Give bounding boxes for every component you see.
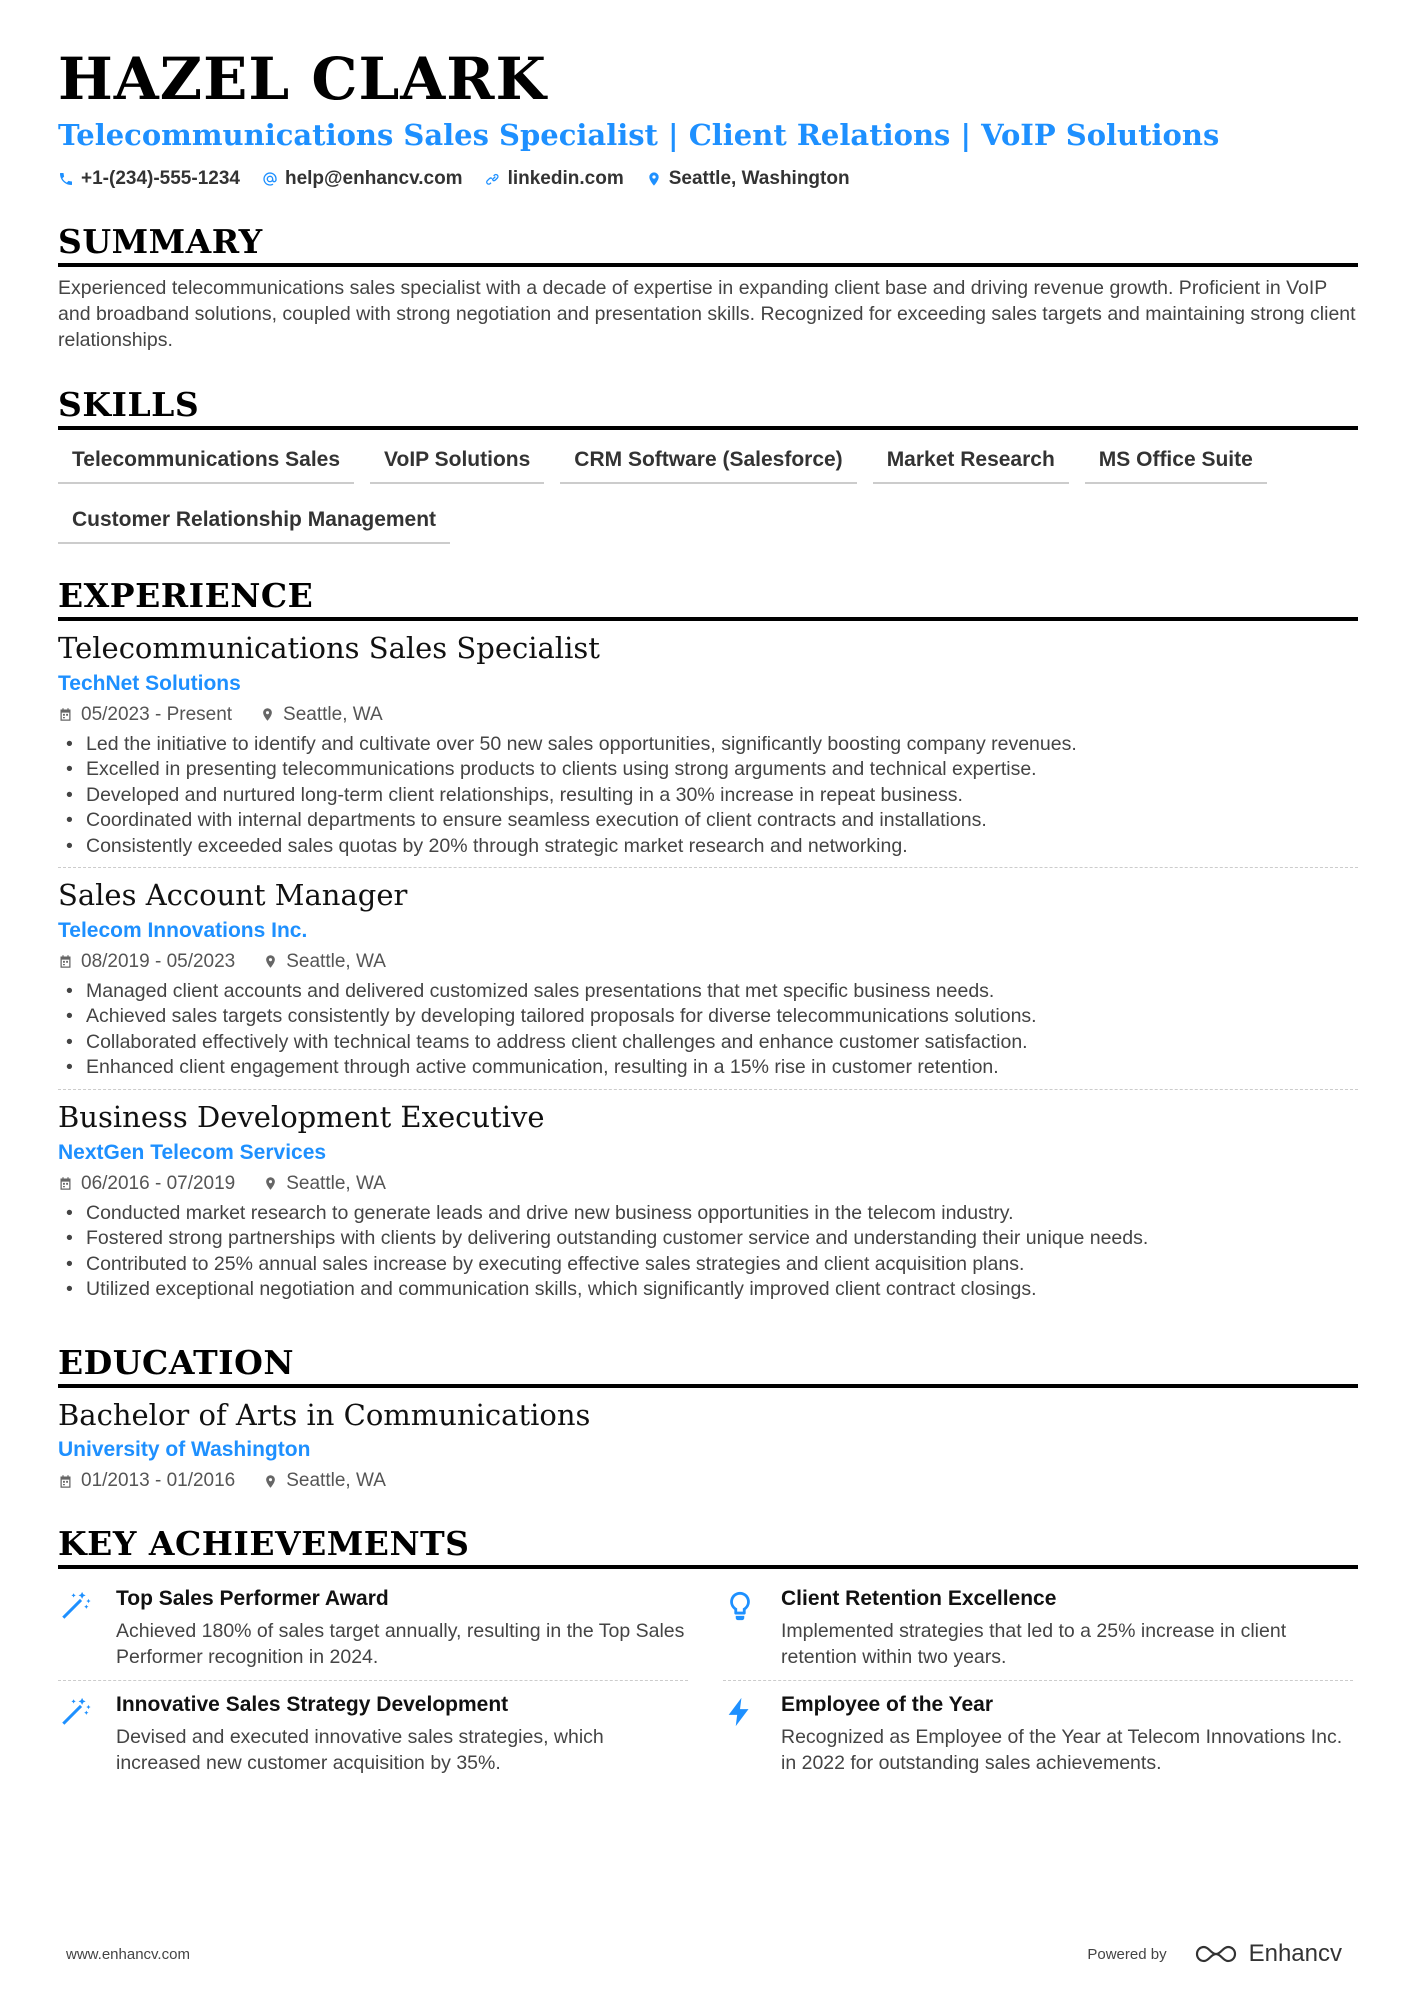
- contact-location: [646, 168, 850, 190]
- bullet-item: • Contributed to 25% annual sales increase by executing effective sales strategies and client acquisition plans.: [58, 1252, 1358, 1278]
- bullet-item: • Collaborated effectively with technical teams to address client challenges and enhance customer satisfaction.: [58, 1030, 1358, 1056]
- company-name: TechNet Solutions: [58, 671, 241, 695]
- skills-heading: SKILLS: [58, 385, 1358, 430]
- powered-by: [1087, 1940, 1342, 1968]
- company-name: NextGen Telecom Services: [58, 1140, 327, 1164]
- achievement-title: Innovative Sales Strategy Development: [116, 1693, 509, 1717]
- calendar-icon: [58, 954, 73, 969]
- achievement-title: Client Retention Excellence: [781, 1587, 1057, 1611]
- lightning-bolt-icon: [723, 1695, 757, 1729]
- achievement-desc: Recognized as Employee of the Year at Telecom Innovations Inc. in 2022 for outstanding sales achievements.: [781, 1726, 1343, 1774]
- skill-tag: MS Office Suite: [1085, 440, 1267, 484]
- bullet-item: • Utilized exceptional negotiation and communication skills, which significantly improved client contract closings.: [58, 1277, 1358, 1303]
- job-location-text: Seattle, WA: [283, 703, 383, 725]
- skill-tag: Telecommunications Sales: [58, 440, 354, 484]
- school-name: University of Washington: [58, 1438, 311, 1462]
- job-bullets: [58, 1201, 1358, 1303]
- candidate-title: Telecommunications Sales Specialist | Client Relations | VoIP Solutions: [58, 117, 1220, 152]
- job-bullets: [58, 732, 1358, 860]
- contact-email[interactable]: [262, 168, 463, 190]
- bullet-item: • Consistently exceeded sales quotas by 20% through strategic market research and networking.: [58, 834, 1358, 860]
- contact-phone[interactable]: [58, 168, 240, 190]
- job-location-text: Seattle, WA: [286, 950, 386, 972]
- skill-tag: Market Research: [873, 440, 1069, 484]
- achievement-item: [58, 1681, 688, 1786]
- company-name: Telecom Innovations Inc.: [58, 918, 308, 942]
- candidate-name: HAZEL CLARK: [58, 45, 547, 113]
- achievement-desc: Devised and executed innovative sales strategies, which increased new customer acquisition by 35%.: [116, 1726, 604, 1774]
- summary-heading: SUMMARY: [58, 222, 1358, 267]
- experience-heading: EXPERIENCE: [58, 576, 1358, 621]
- job-dates-text: 08/2019 - 05/2023: [81, 950, 236, 972]
- map-pin-icon: [263, 1176, 278, 1191]
- experience-entry: [58, 631, 1358, 868]
- job-bullets: [58, 979, 1358, 1081]
- bullet-item: • Led the initiative to identify and cultivate over 50 new sales opportunities, significantly boosting company revenues.: [58, 732, 1358, 758]
- powered-by-label: Powered by: [1087, 1945, 1167, 1963]
- job-location: [260, 704, 383, 726]
- magic-wand-icon: [58, 1695, 92, 1729]
- email-text: help@enhancv.com: [284, 167, 463, 189]
- lightbulb-icon: [723, 1589, 757, 1623]
- map-pin-icon: [263, 1474, 278, 1489]
- achievement-title: Employee of the Year: [781, 1693, 994, 1717]
- education-location: [263, 1470, 386, 1492]
- achievements-grid: [58, 1575, 1358, 1786]
- achievement-title: Top Sales Performer Award: [116, 1587, 389, 1611]
- achievement-desc: Implemented strategies that led to a 25% increase in client retention within two years.: [781, 1620, 1287, 1668]
- bullet-item: • Fostered strong partnerships with clients by delivering outstanding customer service and understanding their unique needs.: [58, 1226, 1358, 1252]
- contact-bar: [58, 168, 1358, 190]
- calendar-icon: [58, 1474, 73, 1489]
- job-title: Sales Account Manager: [58, 878, 408, 913]
- summary-text: Experienced telecommunications sales specialist with a decade of expertise in expanding client base and driving revenue growth. Proficient in VoIP and broadband solutions, coupled with strong negotiation and presentation skills. Recognized for exceeding sales targets and maintaining strong client relationships.: [58, 276, 1356, 351]
- job-location: [263, 1173, 386, 1195]
- at-sign-icon: [262, 171, 278, 187]
- education-location-text: Seattle, WA: [286, 1470, 386, 1492]
- enhancv-brand-text: Enhancv: [1248, 1940, 1342, 1967]
- job-location-text: Seattle, WA: [286, 1172, 386, 1194]
- job-dates: [58, 1173, 235, 1195]
- education-dates-text: 01/2013 - 01/2016: [81, 1470, 236, 1492]
- experience-entry: [58, 878, 1358, 1090]
- bullet-item: • Developed and nurtured long-term client relationships, resulting in a 30% increase in repeat business.: [58, 783, 1358, 809]
- bullet-item: • Excelled in presenting telecommunications products to clients using strong arguments and technical expertise.: [58, 757, 1358, 783]
- job-dates: [58, 951, 235, 973]
- education-entry: [58, 1398, 1358, 1501]
- job-dates: [58, 704, 232, 726]
- linkedin-text: linkedin.com: [507, 167, 624, 189]
- job-dates-text: 05/2023 - Present: [81, 703, 233, 725]
- enhancv-logo[interactable]: [1193, 1940, 1342, 1968]
- degree-title: Bachelor of Arts in Communications: [58, 1397, 591, 1432]
- education-meta: [58, 1470, 1358, 1492]
- job-meta: [58, 704, 1358, 726]
- bullet-item: • Enhanced client engagement through active communication, resulting in a 15% rise in customer retention.: [58, 1055, 1358, 1081]
- skill-tag: CRM Software (Salesforce): [560, 440, 856, 484]
- calendar-icon: [58, 707, 73, 722]
- skills-list: [58, 440, 1358, 544]
- resume-header: [58, 45, 1358, 190]
- resume-page: [58, 45, 1358, 1786]
- link-icon: [485, 171, 501, 187]
- map-pin-icon: [260, 707, 275, 722]
- phone-text: +1-(234)-555-1234: [81, 167, 240, 189]
- bullet-item: • Achieved sales targets consistently by developing tailored proposals for diverse telecommunications solutions.: [58, 1004, 1358, 1030]
- achievement-desc: Achieved 180% of sales target annually, resulting in the Top Sales Performer recognition in 2024.: [116, 1620, 685, 1668]
- skill-tag: Customer Relationship Management: [58, 500, 450, 544]
- job-meta: [58, 951, 1358, 973]
- achievement-item: [723, 1575, 1353, 1681]
- job-location: [263, 951, 386, 973]
- page-footer: [66, 1940, 1342, 1968]
- experience-entry: [58, 1100, 1358, 1311]
- calendar-icon: [58, 1176, 73, 1191]
- achievements-heading: KEY ACHIEVEMENTS: [58, 1524, 1358, 1569]
- location-text: Seattle, Washington: [668, 167, 850, 189]
- bullet-item: • Conducted market research to generate leads and drive new business opportunities in the telecom industry.: [58, 1201, 1358, 1227]
- achievement-item: [723, 1681, 1353, 1786]
- job-title: Telecommunications Sales Specialist: [58, 630, 600, 665]
- education-heading: EDUCATION: [58, 1343, 1358, 1388]
- map-pin-icon: [263, 954, 278, 969]
- footer-website[interactable]: www.enhancv.com: [66, 1945, 190, 1963]
- magic-wand-icon: [58, 1589, 92, 1623]
- education-dates: [58, 1470, 235, 1492]
- enhancv-logo-icon: [1193, 1942, 1239, 1966]
- bullet-item: • Coordinated with internal departments to ensure seamless execution of client contracts and installations.: [58, 808, 1358, 834]
- bullet-item: • Managed client accounts and delivered customized sales presentations that met specific business needs.: [58, 979, 1358, 1005]
- skill-tag: VoIP Solutions: [370, 440, 544, 484]
- job-dates-text: 06/2016 - 07/2019: [81, 1172, 236, 1194]
- achievement-item: [58, 1575, 688, 1681]
- map-pin-icon: [646, 171, 662, 187]
- contact-linkedin[interactable]: [485, 168, 624, 190]
- job-title: Business Development Executive: [58, 1099, 545, 1134]
- job-meta: [58, 1173, 1358, 1195]
- phone-icon: [58, 171, 74, 187]
